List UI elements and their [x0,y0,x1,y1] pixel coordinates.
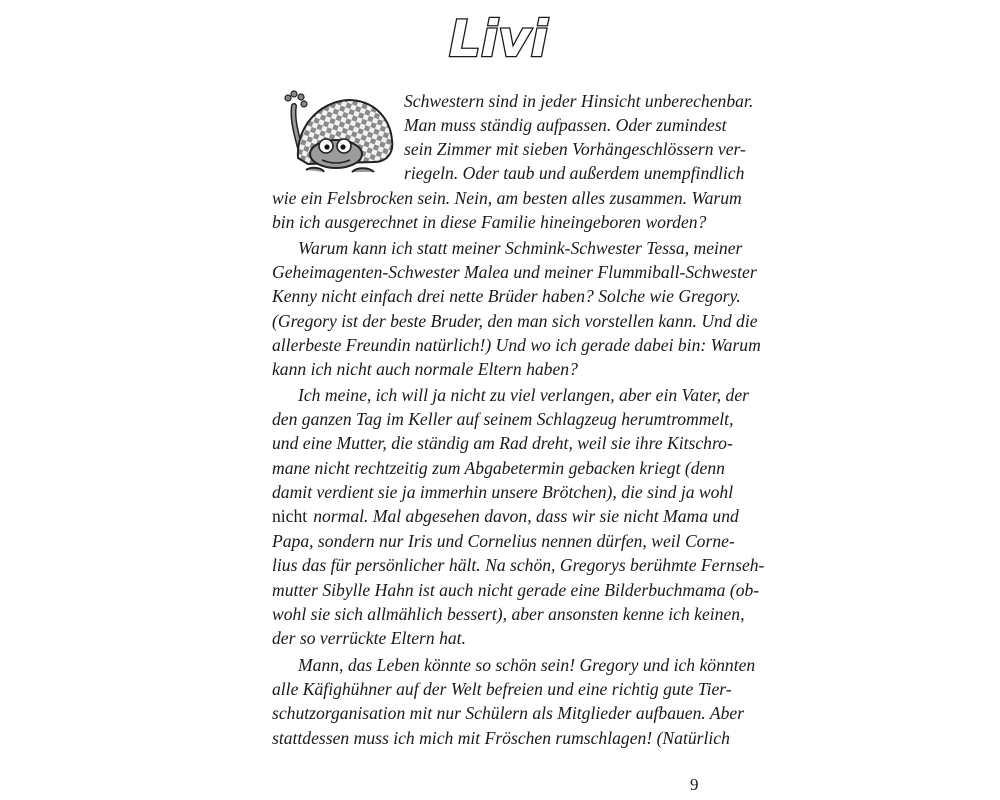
text-line: allerbeste Freundin natürlich!) Und wo ich gerade dabei bin: Warum [272,335,761,355]
emphasis-word: nicht [272,506,308,526]
text-line: riegeln. Oder taub und außerdem unempfindlich [404,163,745,183]
text-line: damit verdient sie ja immerhin unsere Brötchen), die sind ja wohl [272,482,734,502]
text-line: alle Käfighühner auf der Welt befreien und eine richtig gute Tier- [272,679,732,699]
text-line: wie ein Felsbrocken sein. Nein, am besten alles zusammen. Warum [272,188,742,208]
text-line: kann ich nicht auch normale Eltern haben? [272,359,578,379]
text-line: der so verrückte Eltern hat. [272,628,466,648]
text-line-rest: normal. Mal abgesehen davon, dass wir sie nicht Mama und [313,506,739,526]
text-line: Warum kann ich statt meiner Schmink-Schwester Tessa, meiner [298,238,743,258]
text-line-emphasis [272,504,739,528]
logo-text: Livi [449,10,548,68]
text-line: stattdessen muss ich mich mit Fröschen rumschlagen! (Natürlich [272,728,730,748]
text-line: und eine Mutter, die ständig am Rad dreht, weil sie ihre Kitschro- [272,433,733,453]
text-line: schutzorganisation mit nur Schülern als Mitglieder aufbauen. Aber [272,703,745,723]
text-line: sein Zimmer mit sieben Vorhängeschlössern ver- [404,139,746,159]
text-line: Geheimagenten-Schwester Malea und meiner Flummiball-Schwester [272,262,757,282]
text-line: bin ich ausgerechnet in diese Familie hineingeboren worden? [272,212,707,232]
text-line: Kenny nicht einfach drei nette Brüder haben? Solche wie Gregory. [272,286,741,306]
text-line: wohl sie sich allmählich bessert), aber ansonsten kenne ich keinen, [272,604,745,624]
text-line: Schwestern sind in jeder Hinsicht unberechenbar. [404,91,754,111]
text-line: Papa, sondern nur Iris und Cornelius nennen dürfen, weil Corne- [272,531,735,551]
text-line: mutter Sibylle Hahn ist auch nicht gerade eine Bilderbuchmama (ob- [272,580,760,600]
page-number: 9 [690,775,699,794]
text-line: lius das für persönlicher hält. Na schön, Gregorys berühmte Fernseh- [272,555,765,575]
text-line: Mann, das Leben könnte so schön sein! Gregory und ich könnten [298,655,756,675]
text-line: Man muss ständig aufpassen. Oder zumindest [404,115,727,135]
text-line: den ganzen Tag im Keller auf seinem Schlagzeug herumtrommelt, [272,409,734,429]
text-line: (Gregory ist der beste Bruder, den man sich vorstellen kann. Und die [272,311,758,331]
text-line: mane nicht rechtzeitig zum Abgabetermin gebacken kriegt (denn [272,458,725,478]
text-line: Ich meine, ich will ja nicht zu viel verlangen, aber ein Vater, der [298,385,749,405]
livi-logo [445,6,557,68]
frog-illustration [278,88,400,178]
